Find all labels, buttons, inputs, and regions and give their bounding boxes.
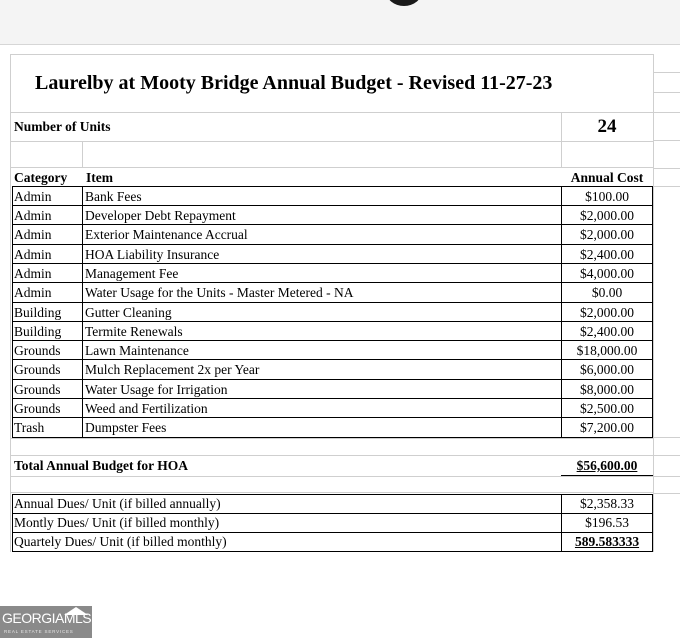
table-row [12,341,653,360]
side-grid [654,455,680,456]
table-row [12,206,653,225]
row-item: Management Fee [85,266,179,281]
row-cost: $18,000.00 [576,343,638,358]
units-value: 24 [597,116,617,137]
row-item: Developer Debt Repayment [85,208,236,223]
dues-value: $196.53 [585,515,629,530]
side-grid [654,72,680,73]
header-category: Category [14,170,68,185]
row-cost: $2,000.00 [580,305,634,320]
row-item: Dumpster Fees [85,420,167,435]
logo-subtext: REAL ESTATE SERVICES [4,629,74,634]
table-row [12,245,653,264]
row-cost: $2,000.00 [580,208,634,223]
units-label: Number of Units [14,119,111,134]
cropped-heading-glyph [386,0,422,6]
table-row [12,303,653,322]
row-item: Water Usage for the Units - Master Metered - NA [85,285,354,300]
dues-line [12,551,653,552]
row-category: Admin [14,247,52,262]
row-cost: $0.00 [591,285,623,300]
table-row [12,283,653,302]
table-row [12,225,653,244]
row-item: HOA Liability Insurance [85,247,220,262]
logo-text: GEORGIAMLS [2,610,92,626]
side-grid [654,112,680,113]
table-line [12,437,653,438]
row-cost: $7,200.00 [580,420,634,435]
row-cost: $4,000.00 [580,266,634,281]
row-cost: $6,000.00 [580,362,634,377]
row-category: Admin [14,266,52,281]
table-row [12,418,653,437]
dues-label: Quartely Dues/ Unit (if billed monthly) [14,534,227,549]
row-cost: $2,000.00 [580,227,634,242]
row-category: Building [14,324,62,339]
side-grid [654,437,680,438]
page-title: Laurelby at Mooty Bridge Annual Budget - Revised 11-27-23 [35,72,553,94]
total-rule [561,475,653,476]
georgia-mls-logo [0,606,92,638]
row-item: Gutter Cleaning [85,305,172,320]
row-cost: $2,400.00 [580,324,634,339]
dues-label: Montly Dues/ Unit (if billed monthly) [14,515,220,530]
side-grid [654,186,680,187]
side-grid [654,92,680,93]
row-category: Grounds [14,362,61,377]
row-category: Grounds [14,382,61,397]
row-category: Admin [14,285,52,300]
row-category: Admin [14,227,52,242]
header-item: Item [86,170,113,185]
row-category: Grounds [14,401,61,416]
row-category: Building [14,305,62,320]
row-item: Lawn Maintenance [85,343,189,358]
row-item: Exterior Maintenance Accrual [85,227,248,242]
table-row [12,187,653,206]
table-row [12,360,653,379]
row-cost: $8,000.00 [580,382,634,397]
total-value: $56,600.00 [576,458,638,473]
row-item: Bank Fees [85,189,142,204]
row-item: Mulch Replacement 2x per Year [85,362,260,377]
row-cost: $2,400.00 [580,247,634,262]
side-grid [654,493,680,494]
row-category: Admin [14,189,52,204]
row-cost: $100.00 [585,189,629,204]
table-row [12,380,653,399]
dues-line [12,494,13,552]
side-grid [654,168,680,169]
row-item: Weed and Fertilization [85,401,208,416]
side-grid [654,140,680,141]
dues-label: Annual Dues/ Unit (if billed annually) [14,496,221,511]
dues-value: $2,358.33 [580,496,634,511]
top-bar [0,0,680,45]
row-cost: $2,500.00 [580,401,634,416]
header-cost: Annual Cost [570,170,644,185]
dues-value: 589.583333 [574,534,640,549]
row-item: Water Usage for Irrigation [85,382,228,397]
table-row [12,322,653,341]
row-category: Trash [14,420,45,435]
table-row [12,399,653,418]
total-label: Total Annual Budget for HOA [14,458,189,473]
table-row [12,264,653,283]
row-category: Grounds [14,343,61,358]
side-grid [654,476,680,477]
row-category: Admin [14,208,52,223]
row-item: Termite Renewals [85,324,183,339]
